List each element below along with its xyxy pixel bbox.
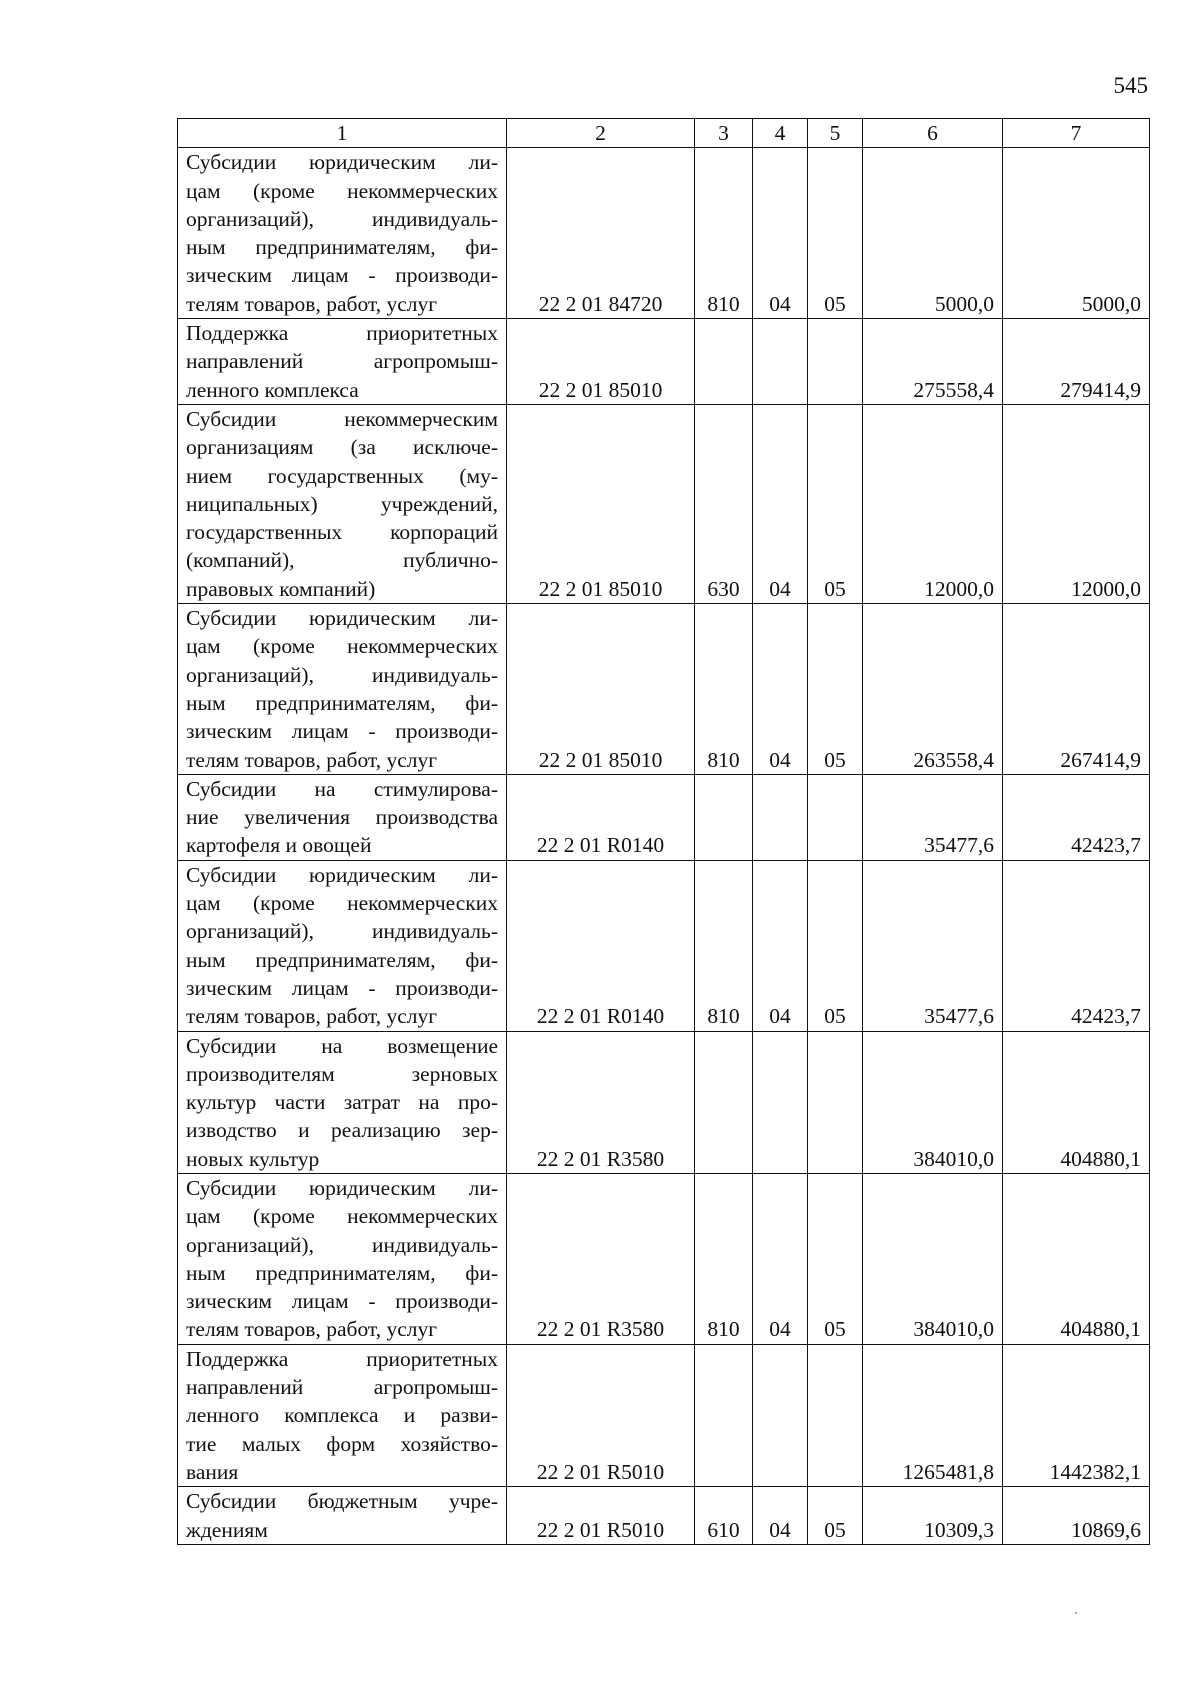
row-name-line: организаций), индивидуаль- [186, 1232, 498, 1257]
row-name-line: вания [186, 1459, 239, 1484]
row-name-line: Субсидии юридическим ли- [186, 1175, 498, 1200]
header-col-1: 1 [178, 119, 507, 148]
row-col3-cell: 810 [695, 148, 753, 319]
row-name-line: ждениям [186, 1517, 268, 1542]
table-row [178, 774, 1150, 860]
row-name-line: культур части затрат на про- [186, 1090, 498, 1115]
scan-artifact [1075, 1612, 1077, 1614]
row-name-line: телям товаров, работ, услуг [186, 1004, 438, 1029]
row-col6-cell: 5000,0 [863, 148, 1003, 319]
row-code-cell: 22 2 01 R5010 [507, 1487, 695, 1545]
row-name-line: цам (кроме некоммерческих [186, 634, 498, 659]
row-name-line: ным предпринимателям, фи- [186, 235, 498, 260]
row-col3-cell: 630 [695, 404, 753, 603]
row-col7-cell: 279414,9 [1003, 319, 1150, 405]
row-col4-cell: 04 [753, 860, 808, 1031]
row-col3-cell [695, 1344, 753, 1486]
row-name-cell [178, 860, 507, 1031]
row-name-line: Субсидии юридическим ли- [186, 606, 498, 631]
row-col6-cell: 10309,3 [863, 1487, 1003, 1545]
page-number: 545 [1113, 73, 1148, 98]
row-name-line: нием государственных (му- [186, 463, 498, 488]
row-name-line: производителям зерновых [186, 1061, 498, 1086]
row-name-line: Субсидии на стимулирова- [186, 776, 498, 801]
row-name-line: цам (кроме некоммерческих [186, 1204, 498, 1229]
header-col-7: 7 [1003, 119, 1150, 148]
row-col7-cell: 10869,6 [1003, 1487, 1150, 1545]
table-header [178, 119, 1150, 148]
row-col6-cell: 384010,0 [863, 1031, 1003, 1173]
row-name-line: тие малых форм хозяйство- [186, 1431, 498, 1456]
row-name-line: Поддержка приоритетных [186, 321, 498, 346]
row-col4-cell: 04 [753, 1487, 808, 1545]
row-name-line: изводство и реализацию зер- [186, 1118, 498, 1143]
row-name-line: Поддержка приоритетных [186, 1346, 498, 1371]
row-name-line: телям товаров, работ, услуг [186, 747, 438, 772]
table-row [178, 148, 1150, 319]
row-name-cell [178, 1344, 507, 1486]
row-name-line: ленного комплекса и разви- [186, 1403, 498, 1428]
row-col3-cell [695, 1031, 753, 1173]
row-col3-cell: 810 [695, 860, 753, 1031]
budget-table [177, 118, 1150, 1545]
row-name-cell [178, 1487, 507, 1545]
row-name-line: государственных корпораций [186, 520, 498, 545]
row-name-line: Субсидии некоммерческим [186, 406, 498, 431]
row-col6-cell: 384010,0 [863, 1173, 1003, 1344]
row-code-cell: 22 2 01 84720 [507, 148, 695, 319]
row-col6-cell: 275558,4 [863, 319, 1003, 405]
row-name-line: зическим лицам - производи- [186, 975, 498, 1000]
row-code-cell: 22 2 01 R3580 [507, 1173, 695, 1344]
row-code-cell: 22 2 01 85010 [507, 404, 695, 603]
row-col5-cell [808, 1031, 863, 1173]
row-col5-cell: 05 [808, 860, 863, 1031]
header-col-5: 5 [808, 119, 863, 148]
row-name-line: цам (кроме некоммерческих [186, 178, 498, 203]
row-name-cell [178, 319, 507, 405]
row-col7-cell: 404880,1 [1003, 1173, 1150, 1344]
row-name-line: зическим лицам - производи- [186, 719, 498, 744]
row-col4-cell: 04 [753, 1173, 808, 1344]
row-name-line: ным предпринимателям, фи- [186, 947, 498, 972]
row-code-cell: 22 2 01 R5010 [507, 1344, 695, 1486]
row-col6-cell: 35477,6 [863, 774, 1003, 860]
row-col4-cell: 04 [753, 604, 808, 775]
row-name-line: телям товаров, работ, услуг [186, 291, 438, 316]
row-name-cell [178, 774, 507, 860]
row-col3-cell [695, 774, 753, 860]
row-col7-cell: 5000,0 [1003, 148, 1150, 319]
row-code-cell: 22 2 01 85010 [507, 319, 695, 405]
row-col7-cell: 12000,0 [1003, 404, 1150, 603]
row-name-line: направлений агропромыш- [186, 349, 498, 374]
row-name-line: ние увеличения производства [186, 805, 498, 830]
row-col4-cell [753, 774, 808, 860]
row-col5-cell: 05 [808, 148, 863, 319]
row-col5-cell [808, 774, 863, 860]
row-name-cell [178, 404, 507, 603]
row-col5-cell: 05 [808, 404, 863, 603]
row-col3-cell: 810 [695, 604, 753, 775]
row-name-line: картофеля и овощей [186, 833, 372, 858]
row-col7-cell: 42423,7 [1003, 860, 1150, 1031]
row-code-cell: 22 2 01 R3580 [507, 1031, 695, 1173]
row-name-line: ным предпринимателям, фи- [186, 1260, 498, 1285]
header-row [178, 119, 1150, 148]
row-name-line: (компаний), публично- [186, 548, 498, 573]
row-col5-cell [808, 1344, 863, 1486]
row-col5-cell [808, 319, 863, 405]
row-name-line: зическим лицам - производи- [186, 1289, 498, 1314]
row-name-line: ным предпринимателям, фи- [186, 690, 498, 715]
header-col-2: 2 [507, 119, 695, 148]
header-col-4: 4 [753, 119, 808, 148]
row-name-line: правовых компаний) [186, 576, 376, 601]
row-name-line: направлений агропромыш- [186, 1375, 498, 1400]
row-name-cell [178, 604, 507, 775]
row-name-line: цам (кроме некоммерческих [186, 891, 498, 916]
row-name-line: организаций), индивидуаль- [186, 919, 498, 944]
row-name-line: телям товаров, работ, услуг [186, 1317, 438, 1342]
row-name-cell [178, 1173, 507, 1344]
table-row [178, 1487, 1150, 1545]
row-col4-cell: 04 [753, 148, 808, 319]
row-name-line: Субсидии на возмещение [186, 1033, 498, 1058]
table-row [178, 1173, 1150, 1344]
row-col6-cell: 1265481,8 [863, 1344, 1003, 1486]
row-name-line: зическим лицам - производи- [186, 263, 498, 288]
row-name-line: Субсидии юридическим ли- [186, 862, 498, 887]
table-row [178, 404, 1150, 603]
header-col-3: 3 [695, 119, 753, 148]
table-row [178, 319, 1150, 405]
row-name-line: ниципальных) учреждений, [186, 491, 498, 516]
row-name-line: организаций), индивидуаль- [186, 662, 498, 687]
row-name-cell [178, 1031, 507, 1173]
row-col4-cell: 04 [753, 404, 808, 603]
row-col7-cell: 404880,1 [1003, 1031, 1150, 1173]
row-col3-cell: 610 [695, 1487, 753, 1545]
table-row [178, 604, 1150, 775]
row-code-cell: 22 2 01 R0140 [507, 860, 695, 1031]
header-col-6: 6 [863, 119, 1003, 148]
row-name-line: Субсидии юридическим ли- [186, 150, 498, 175]
row-col4-cell [753, 1031, 808, 1173]
row-col5-cell: 05 [808, 604, 863, 775]
table-row [178, 860, 1150, 1031]
row-name-line: организациям (за исключе- [186, 435, 498, 460]
table-row [178, 1344, 1150, 1486]
row-name-line: новых культур [186, 1146, 320, 1171]
row-col7-cell: 42423,7 [1003, 774, 1150, 860]
table-body [178, 148, 1150, 1545]
row-col3-cell: 810 [695, 1173, 753, 1344]
row-col7-cell: 1442382,1 [1003, 1344, 1150, 1486]
row-code-cell: 22 2 01 R0140 [507, 774, 695, 860]
table-row [178, 1031, 1150, 1173]
row-col4-cell [753, 319, 808, 405]
row-col5-cell: 05 [808, 1173, 863, 1344]
row-name-line: ленного комплекса [186, 377, 359, 402]
row-name-line: Субсидии бюджетным учре- [186, 1489, 498, 1514]
row-col5-cell: 05 [808, 1487, 863, 1545]
row-col3-cell [695, 319, 753, 405]
row-col6-cell: 263558,4 [863, 604, 1003, 775]
row-col7-cell: 267414,9 [1003, 604, 1150, 775]
row-code-cell: 22 2 01 85010 [507, 604, 695, 775]
row-col6-cell: 12000,0 [863, 404, 1003, 603]
row-col4-cell [753, 1344, 808, 1486]
row-col6-cell: 35477,6 [863, 860, 1003, 1031]
row-name-cell [178, 148, 507, 319]
row-name-line: организаций), индивидуаль- [186, 206, 498, 231]
